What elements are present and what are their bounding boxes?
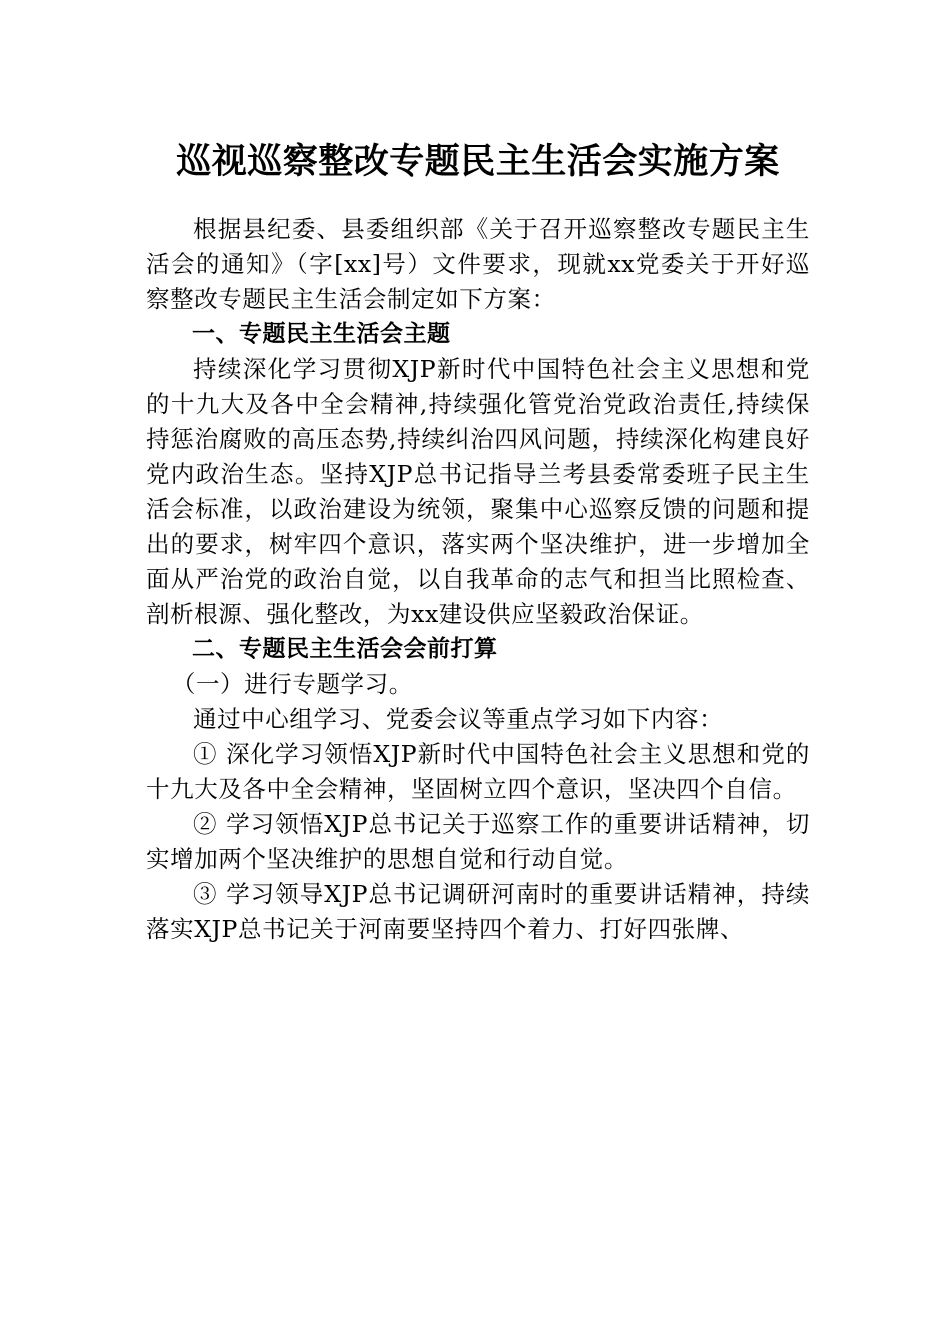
subsection-1-lead: 通过中心组学习、党委会议等重点学习如下内容：: [193, 705, 724, 733]
section-2-heading: 二、专题民主生活会会前打算: [192, 636, 498, 662]
document-page: [146, 132, 810, 947]
intro-paragraph: 根据县纪委、县委组织部《关于召开巡察整改专题民主生活会的通知》（字[xx]号）文件要求，现就xx党委关于开好巡察整改专题民主生活会制定如下方案：: [146, 215, 810, 313]
study-item: ① 深化学习领悟XJP新时代中国特色社会主义思想和党的十九大及各中全会精神，坚固树立四个意识，坚决四个自信。: [146, 740, 810, 803]
section-1-body: 持续深化学习贯彻XJP新时代中国特色社会主义思想和党的十九大及各中全会精神,持续强化管党治党政治责任,持续保持惩治腐败的高压态势,持续纠治四风问题，持续深化构建良好党内政治生态。坚持XJP总书记指导兰考县委常委班子民主生活会标准，以政治建设为统领，聚集中心巡察反馈的问题和提出的要求，树牢四个意识，落实两个坚决维护，进一步增加全面从严治党的政治自觉，以自我革命的志气和担当比照检查、剖析根源、强化整改，为xx建设供应坚毅政治保证。: [146, 355, 810, 628]
section-1-heading: 一、专题民主生活会主题: [192, 321, 451, 347]
study-item: ② 学习领悟XJP总书记关于巡察工作的重要讲话精神，切实增加两个坚决维护的思想自觉和行动自觉。: [146, 810, 810, 873]
study-item: ③ 学习领导XJP总书记调研河南时的重要讲话精神，持续落实XJP总书记关于河南要坚持四个着力、打好四张牌、: [146, 880, 810, 943]
subsection-1-heading: （一）进行专题学习。: [171, 670, 413, 698]
document-title: 巡视巡察整改专题民主生活会实施方案: [176, 141, 780, 182]
